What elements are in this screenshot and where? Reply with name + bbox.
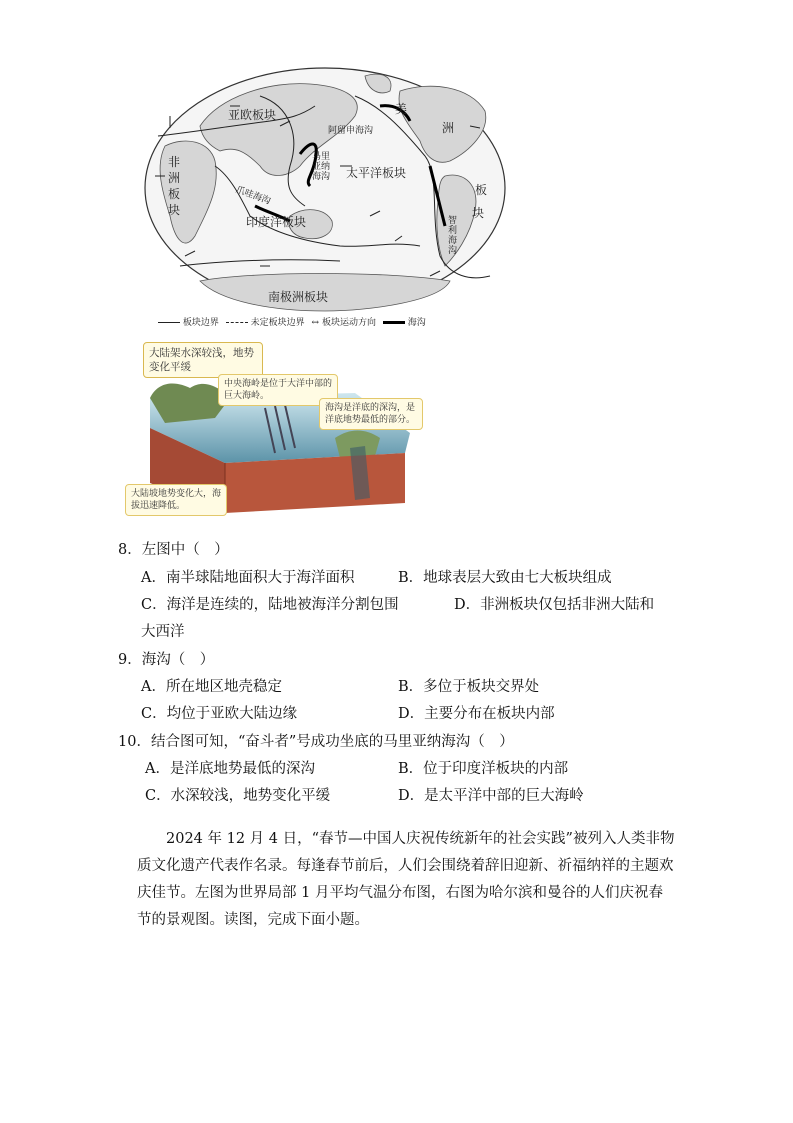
label-pacific-plate: 太平洋板块 xyxy=(346,166,407,180)
callout-continental-slope: 大陆坡地势变化大，海拔迅速降低。 xyxy=(125,484,227,516)
question-10-stem: 10．结合图可知，“奋斗者”号成功坐底的马里亚纳海沟（ ） xyxy=(118,734,514,750)
label-america-4: 块 xyxy=(472,206,485,220)
label-java-trench: 爪哇海沟 xyxy=(234,185,272,207)
question-10-option-c: C．水深较浅，地势变化平缓 xyxy=(145,788,331,804)
question-10-option-b: B．位于印度洋板块的内部 xyxy=(398,761,569,777)
question-9-option-a: A．所在地区地壳稳定 xyxy=(141,679,282,695)
legend-boundary: 板块边界 xyxy=(182,318,219,328)
question-8-option-a: A．南半球陆地面积大于海洋面积 xyxy=(141,570,355,586)
passage-spring-festival: 2024 年 12 月 4 日，“春节—中国人庆祝传统新年的社会实践”被列入人类非物质文化遗产代表作名录。每逢春节前后，人们会围绕着辞旧迎新、祈福纳祥的主题欢庆佳节。左图为世界局部 1 月平均气温分布图，右图为哈尔滨和曼谷的人们庆祝春节的景观图。读图，完成下面小题。 xyxy=(137,831,675,928)
map-legend xyxy=(158,315,426,328)
callout-mid-ocean-ridge: 中央海岭是位于大洋中部的巨大海岭。 xyxy=(218,374,338,406)
plate-map-figure xyxy=(140,66,510,331)
question-9-option-d: D．主要分布在板块内部 xyxy=(398,706,555,722)
label-african-plate: 非洲板块 xyxy=(168,155,181,217)
legend-trench: 海沟 xyxy=(407,318,426,328)
question-8-stem: 8．左图中（ ） xyxy=(118,542,229,558)
question-10-option-d: D．是太平洋中部的巨大海岭 xyxy=(398,788,584,804)
question-9-option-c: C．均位于亚欧大陆边缘 xyxy=(141,706,298,722)
label-indian-plate: 印度洋板块 xyxy=(246,215,307,229)
question-9-stem: 9．海沟（ ） xyxy=(118,652,215,668)
question-8-option-b: B．地球表层大致由七大板块组成 xyxy=(398,570,612,586)
legend-boundary-symbol xyxy=(158,322,180,323)
question-10-option-a: A．是洋底地势最低的深沟 xyxy=(145,761,315,777)
callout-continental-shelf: 大陆架水深较浅，地势变化平缓 xyxy=(143,342,263,378)
question-9-option-b: B．多位于板块交界处 xyxy=(398,679,540,695)
question-8-option-d: D．非洲板块仅包括非洲大陆和 xyxy=(454,597,655,613)
legend-trench-symbol xyxy=(383,321,405,324)
seafloor-figure xyxy=(125,338,425,523)
question-8-option-c: C．海洋是连续的，陆地被海洋分割包围 xyxy=(141,597,399,613)
label-eurasian-plate: 亚欧板块 xyxy=(228,108,277,122)
legend-movement: 板块运动方向 xyxy=(321,318,376,328)
callout-trench: 海沟是洋底的深沟，是洋底地势最低的部分。 xyxy=(319,398,423,430)
legend-undetermined: 未定板块边界 xyxy=(250,318,305,328)
legend-arrow-icon: ↔ xyxy=(311,318,320,328)
legend-undetermined-symbol xyxy=(226,322,248,323)
label-mariana-trench: 马里亚纳海沟 xyxy=(312,152,331,182)
label-chile-trench: 智利海沟 xyxy=(448,216,458,256)
question-8-option-d-cont: 大西洋 xyxy=(141,624,185,640)
label-america-2: 洲 xyxy=(442,121,455,135)
label-aleutian-trench: 阿留申海沟 xyxy=(328,126,374,136)
label-america-1: 美 xyxy=(395,102,408,116)
label-america-3: 板 xyxy=(475,183,488,197)
label-antarctic-plate: 南极洲板块 xyxy=(268,290,329,304)
